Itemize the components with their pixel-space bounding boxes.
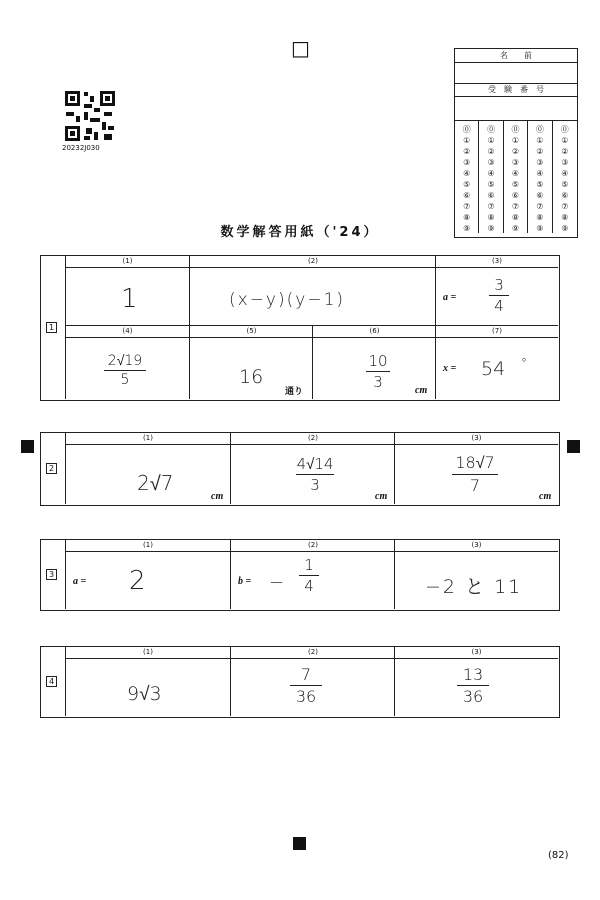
exam-digit-bubble[interactable]: ② [463, 147, 471, 156]
section-2-number: 2 [46, 463, 57, 474]
exam-number-field[interactable] [455, 96, 577, 121]
q4-1-label: (1) [143, 648, 153, 656]
qr-code-number: 20232J030 [62, 144, 100, 152]
q1-6-denominator: 3 [373, 373, 383, 391]
q1-6-label: (6) [369, 327, 380, 335]
exam-digit-bubble[interactable]: ② [487, 147, 495, 156]
q4-3-numerator: 13 [462, 665, 484, 684]
exam-digit-bubble[interactable]: ① [536, 136, 544, 145]
q2-3-denominator: 7 [469, 476, 481, 495]
page-number: (82) [548, 850, 569, 861]
exam-digit-bubble[interactable]: ⑥ [561, 191, 569, 200]
exam-digit-bubble[interactable]: ⑥ [487, 191, 495, 200]
exam-digit-bubble[interactable]: ② [536, 147, 544, 156]
exam-digit-bubble[interactable]: ④ [561, 169, 569, 178]
q1-7-answer: 54 [481, 358, 506, 380]
q1-4-label: (4) [122, 327, 133, 335]
exam-digit-bubble[interactable]: ⑤ [536, 180, 544, 189]
exam-digit-bubble[interactable]: ⑧ [463, 213, 471, 222]
exam-digit-bubble[interactable]: ⓪ [462, 125, 471, 134]
page-symbol: □ [291, 36, 310, 60]
q2-3-unit: cm [539, 491, 552, 502]
exam-digit-bubble[interactable]: ⑨ [511, 224, 520, 233]
q1-7-degree: ° [521, 356, 527, 370]
q2-3-label: (3) [471, 434, 482, 442]
exam-digit-bubble[interactable]: ③ [561, 158, 569, 167]
exam-digit-bubble[interactable]: ⑦ [487, 202, 495, 211]
q1-4-fraction [101, 352, 149, 388]
q1-7-label: (7) [492, 327, 502, 335]
q1-3-label: (3) [492, 257, 502, 265]
q3-1-label: (1) [143, 541, 153, 549]
q4-2-denominator: 36 [295, 687, 317, 706]
q4-2-label: (2) [308, 648, 318, 656]
q1-1-label: (1) [122, 257, 133, 265]
q4-2-numerator: 7 [300, 665, 312, 684]
q4-2-fraction [288, 665, 324, 706]
exam-digit-bubble[interactable]: ① [561, 136, 569, 145]
exam-digit-bubble[interactable]: ④ [511, 169, 520, 178]
exam-digit-bubble[interactable]: ④ [463, 169, 471, 178]
q1-3-denominator: 4 [494, 297, 504, 315]
exam-digit-bubble[interactable]: ② [511, 147, 520, 156]
q2-1-label: (1) [143, 434, 153, 442]
q1-7-prefix: x = [443, 363, 457, 374]
exam-digit-bubble[interactable]: ⓪ [535, 125, 544, 134]
exam-digit-bubble[interactable]: ⓪ [511, 125, 520, 134]
q1-4-denominator: 5 [120, 372, 130, 388]
q3-1-answer-cell[interactable] [65, 552, 231, 609]
exam-digit-bubble[interactable]: ④ [487, 169, 495, 178]
q4-3-fraction [455, 665, 491, 706]
exam-digit-bubble[interactable]: ⑧ [487, 213, 495, 222]
exam-number-digit-grid[interactable] [455, 120, 577, 237]
exam-digit-bubble[interactable]: ⑦ [561, 202, 569, 211]
q2-2-fraction [293, 455, 337, 494]
exam-digit-bubble[interactable]: ① [463, 136, 471, 145]
exam-digit-bubble[interactable]: ⓪ [560, 125, 569, 134]
section-1-number: 1 [46, 322, 57, 333]
exam-digit-bubble[interactable]: ⑨ [463, 224, 471, 233]
q2-2-numerator: 4√14 [296, 455, 334, 473]
section-3 [40, 539, 560, 611]
section-4 [40, 646, 560, 718]
section-3-number: 3 [46, 569, 57, 580]
page-title: 数学解答用紙（'24） [220, 225, 380, 240]
exam-digit-bubble[interactable]: ③ [487, 158, 495, 167]
q3-2-fraction [297, 556, 321, 595]
exam-digit-bubble[interactable]: ① [511, 136, 520, 145]
q2-2-unit: cm [375, 491, 388, 502]
exam-digit-bubble[interactable]: ⑥ [511, 191, 520, 200]
registration-mark-left [21, 440, 34, 453]
exam-digit-bubble[interactable]: ③ [511, 158, 520, 167]
q1-6-unit: cm [415, 385, 428, 396]
exam-digit-column-2[interactable] [479, 120, 503, 233]
exam-digit-bubble[interactable]: ⑨ [561, 224, 569, 233]
exam-digit-column-4[interactable] [528, 120, 552, 233]
exam-digit-bubble[interactable]: ⑦ [463, 202, 471, 211]
q2-2-label: (2) [308, 434, 318, 442]
exam-digit-bubble[interactable]: ⑦ [536, 202, 544, 211]
section-2 [40, 432, 560, 506]
q1-4-numerator: 2√19 [107, 353, 143, 369]
q1-1-answer: 1 [121, 284, 138, 314]
q4-3-denominator: 36 [462, 687, 484, 706]
q3-3-label: (3) [471, 541, 482, 549]
q3-2-denominator: 4 [304, 577, 314, 595]
registration-mark-bottom [293, 837, 306, 850]
q4-1-answer: 9√3 [127, 683, 162, 705]
q2-1-answer: 2√7 [137, 471, 174, 495]
exam-digit-bubble[interactable]: ⑤ [487, 180, 495, 189]
name-field[interactable] [455, 62, 577, 84]
exam-digit-bubble[interactable]: ⑤ [561, 180, 569, 189]
q3-3-answer: −2 と 11 [425, 576, 523, 598]
q3-1-prefix: a = [73, 576, 87, 587]
exam-digit-bubble[interactable]: ⑨ [487, 224, 495, 233]
exam-digit-column-3[interactable] [504, 120, 528, 233]
exam-digit-column-5[interactable] [553, 124, 577, 234]
q3-2-sign: − [269, 572, 285, 593]
q1-6-numerator: 10 [368, 352, 388, 370]
q1-5-unit: 通り [285, 386, 304, 396]
q4-3-label: (3) [471, 648, 482, 656]
exam-digit-bubble[interactable]: ⑧ [536, 213, 544, 222]
q1-6-fraction [363, 352, 393, 391]
q2-1-unit: cm [211, 491, 224, 502]
exam-digit-bubble[interactable]: ⑨ [536, 224, 544, 233]
exam-digit-bubble[interactable]: ⓪ [487, 125, 496, 134]
q1-5-answer: 16 [239, 366, 264, 388]
exam-digit-bubble[interactable]: ④ [536, 169, 544, 178]
q3-1-answer: 2 [129, 566, 146, 596]
registration-mark-right [567, 440, 580, 453]
qr-code [64, 90, 116, 142]
exam-digit-bubble[interactable]: ③ [536, 158, 544, 167]
exam-digit-column-1[interactable] [455, 120, 479, 233]
section-4-number: 4 [46, 676, 57, 687]
exam-digit-bubble[interactable]: ③ [463, 158, 471, 167]
exam-digit-bubble[interactable]: ⑥ [536, 191, 544, 200]
exam-number-label: 受 験 番 号 [455, 83, 577, 97]
q1-3-fraction [486, 276, 512, 315]
exam-digit-bubble[interactable]: ⑥ [463, 191, 471, 200]
q3-2-label: (2) [308, 541, 318, 549]
exam-digit-bubble[interactable]: ⑤ [511, 180, 520, 189]
q1-2-answer: (x−y)(y−1) [229, 290, 346, 310]
name-label: 名 前 [455, 49, 577, 63]
q1-5-label: (5) [246, 327, 257, 335]
exam-digit-bubble[interactable]: ① [487, 136, 495, 145]
section-1 [40, 255, 560, 401]
q1-2-label: (2) [308, 257, 318, 265]
q2-2-denominator: 3 [310, 476, 320, 494]
q2-3-fraction [449, 453, 501, 495]
q2-3-numerator: 18√7 [455, 453, 495, 472]
candidate-box [454, 48, 578, 238]
q1-3-prefix: a = [443, 292, 457, 303]
exam-digit-bubble[interactable]: ② [561, 147, 569, 156]
q3-2-prefix: b = [238, 576, 252, 587]
exam-digit-bubble[interactable]: ⑦ [511, 202, 520, 211]
q1-3-numerator: 3 [494, 276, 504, 294]
exam-digit-bubble[interactable]: ⑧ [511, 213, 520, 222]
exam-digit-bubble[interactable]: ⑤ [463, 180, 471, 189]
exam-digit-bubble[interactable]: ⑧ [561, 213, 569, 222]
q3-2-numerator: 1 [304, 556, 314, 574]
